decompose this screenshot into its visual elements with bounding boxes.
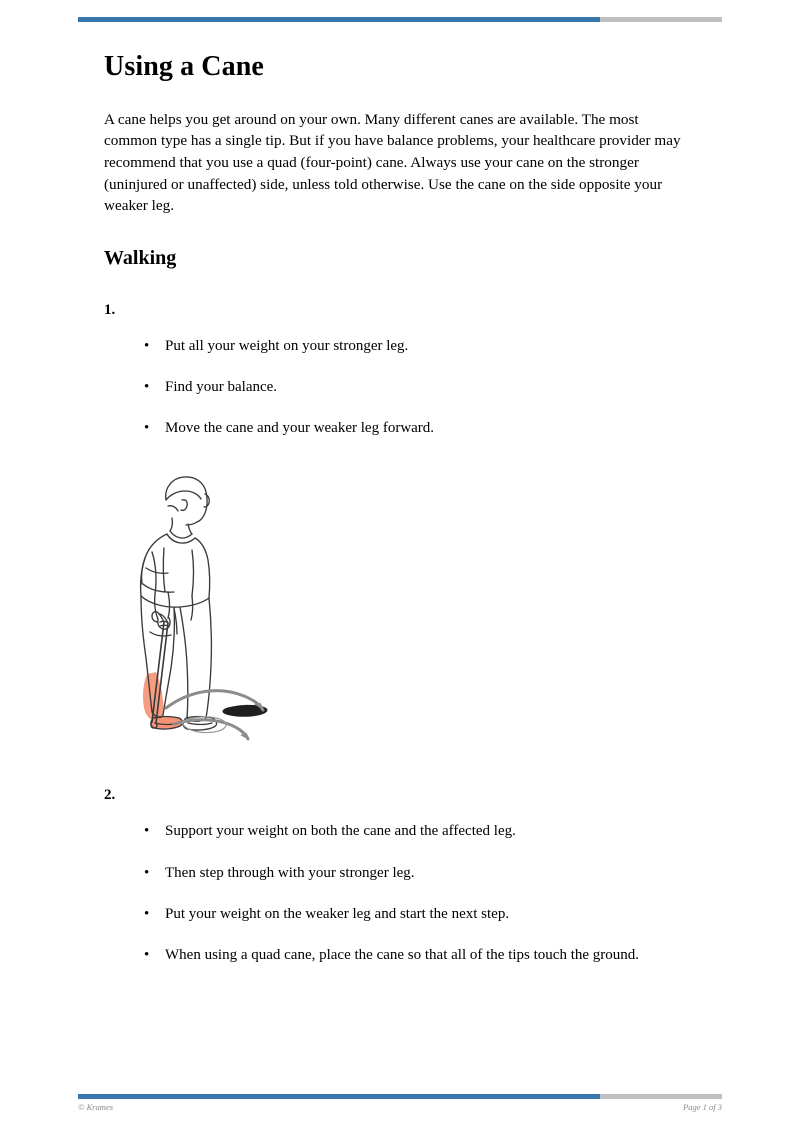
- footer-copyright: © Krames: [78, 1102, 114, 1112]
- list-item-text: Support your weight on both the cane and the affected leg.: [165, 823, 516, 840]
- bullet-icon: •: [144, 420, 150, 437]
- footer-rule-blue-segment: [78, 1094, 600, 1099]
- list-item-text: Move the cane and your weaker leg forward.: [165, 420, 435, 437]
- step-1-bullet-list: [104, 336, 700, 439]
- header-rule-blue-segment: [78, 17, 600, 22]
- step-2-bullet-list: [104, 821, 700, 965]
- list-item: [144, 377, 700, 397]
- list-item-text: Put all your weight on your stronger leg.: [165, 337, 409, 354]
- list-item: [144, 821, 700, 841]
- footer-rule: [78, 1094, 722, 1099]
- bullet-icon: •: [144, 823, 150, 840]
- list-item-text: Then step through with your stronger leg.: [165, 864, 415, 881]
- header-rule: [78, 17, 722, 22]
- page-title: Using a Cane: [104, 51, 264, 82]
- step-number-1: 1.: [104, 301, 116, 318]
- footer-page-number: Page 1 of 3: [683, 1102, 722, 1112]
- list-item-text: Find your balance.: [165, 378, 278, 395]
- step-block-1: [104, 303, 700, 439]
- bullet-icon: •: [144, 947, 150, 964]
- bullet-icon: •: [144, 905, 150, 922]
- list-item-text: When using a quad cane, place the cane so that all of the tips touch the ground.: [165, 947, 640, 964]
- header-rule-gray-segment: [600, 17, 722, 22]
- document-content: [104, 52, 700, 965]
- cane-walking-illustration: [130, 472, 290, 744]
- footer-rule-gray-segment: [600, 1094, 722, 1099]
- list-item: [144, 336, 700, 356]
- list-item: [144, 863, 700, 883]
- section-heading-walking: Walking: [104, 246, 177, 269]
- bullet-icon: •: [144, 337, 150, 354]
- step-block-2: [104, 788, 700, 965]
- cane-walking-figure-svg: [130, 472, 290, 744]
- bullet-icon: •: [144, 864, 150, 881]
- list-item-text: Put your weight on the weaker leg and start the next step.: [165, 905, 510, 922]
- list-item: [144, 904, 700, 924]
- list-item: [144, 418, 700, 438]
- intro-paragraph: A cane helps you get around on your own. Many different canes are available. The most common type has a single tip. But if you have balance problems, your healthcare provider may recommend that you use a quad (four-point) cane. Always use your cane on the stronger (uninjured or unaffected) side, unless told otherwise. Use the cane on the side opposite your weaker leg.: [104, 110, 681, 215]
- list-item: [144, 945, 700, 965]
- bullet-icon: •: [144, 378, 150, 395]
- step-number-2: 2.: [104, 787, 116, 804]
